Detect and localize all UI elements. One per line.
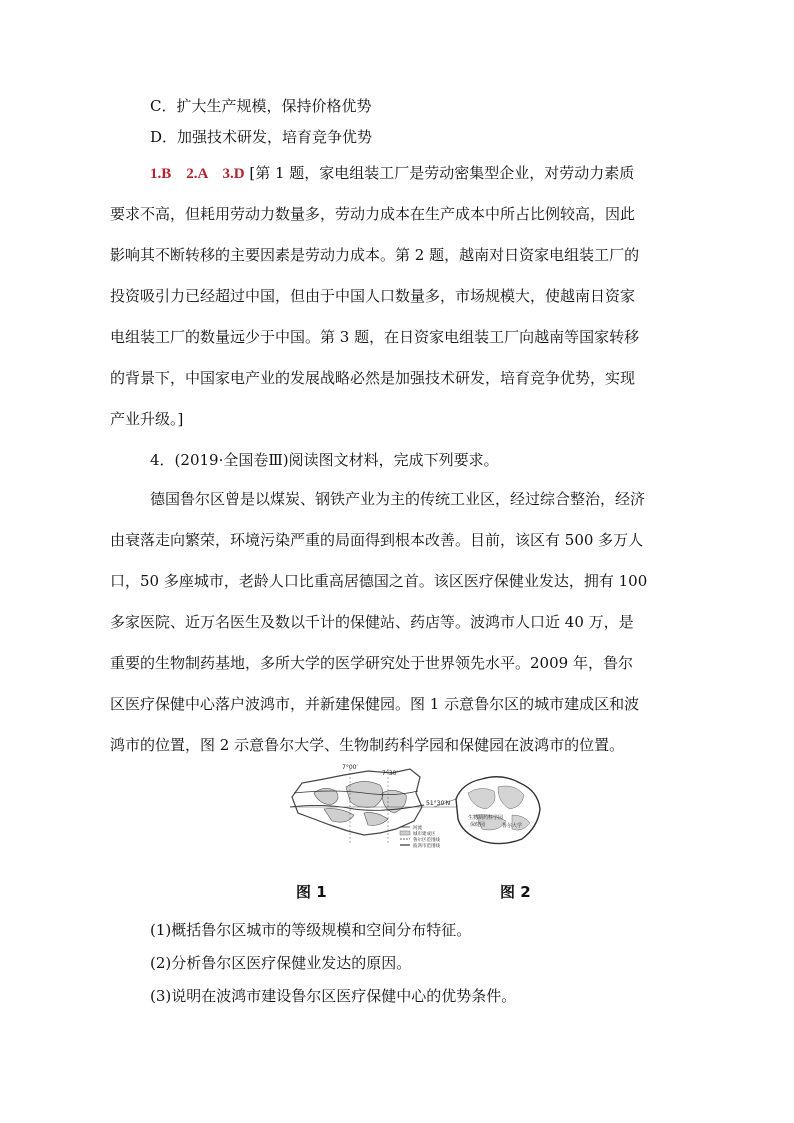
material-line-4: 多家医院、近万名医生及数以千计的保健站、药店等。波鸿市人口近 40 万，是 xyxy=(110,613,634,631)
label-lon-700: 7°00′ xyxy=(342,764,358,771)
map-legend xyxy=(400,824,440,849)
material-line-2: 由衰落走向繁荣，环境污染严重的局面得到根本改善。目前，该区有 500 多万人 xyxy=(110,531,644,549)
answer-line-2: 要求不高，但耗用劳动力数量多，劳动力成本在生产成本中所占比例较高，因此 xyxy=(110,205,636,223)
figure-2-map xyxy=(434,777,540,844)
task-1: (1)概括鲁尔区城市的等级规模和空间分布特征。 xyxy=(150,921,472,939)
figure-2-caption: 图 2 xyxy=(500,883,531,901)
legend-urban: 城市建成区 xyxy=(413,832,436,837)
figure-1-caption: 图 1 xyxy=(296,883,327,901)
answer-keys: 1.B 2.A 3.D xyxy=(150,166,245,182)
legend-river: 河流 xyxy=(413,826,422,831)
answer-line-7: 产业升级。] xyxy=(110,410,184,428)
figure-1-map xyxy=(290,764,456,849)
legend-ruhr: 鲁尔区范围线 xyxy=(413,838,440,843)
answer-text-1: [第 1 题，家电组装工厂是劳动密集型企业，对劳动力素质 xyxy=(249,164,635,182)
legend-bochum: 波鸿市范围线 xyxy=(413,844,440,849)
material-line-5: 重要的生物制药基地，多所大学的医学研究处于世界领先水平。2009 年，鲁尔 xyxy=(110,654,633,672)
question-intro: 4．(2019·全国卷Ⅲ)阅读图文材料，完成下列要求。 xyxy=(150,451,499,469)
answer-line-4: 投资吸引力已经超过中国，但由于中国人口数量多，市场规模大，使越南日资家 xyxy=(110,287,636,305)
answer-line-6: 的背景下，中国家电产业的发展战略必然是加强技术研发，培育竞争优势，实现 xyxy=(110,369,636,387)
answer-line-3: 影响其不断转移的主要因素是劳动力成本。第 2 题，越南对日资家电组装工厂的 xyxy=(110,246,640,264)
option-d: D．加强技术研发，培育竞争优势 xyxy=(150,128,373,146)
task-3: (3)说明在波鸿市建设鲁尔区医疗保健中心的优势条件。 xyxy=(150,987,517,1005)
answer-line-1 xyxy=(150,163,634,184)
label-lon-730: 7°30′ xyxy=(382,770,398,777)
ruhr-map-figure xyxy=(284,763,546,851)
material-line-6: 区医疗保健中心落户波鸿市，并新建保健园。图 1 示意鲁尔区的城市建成区和波 xyxy=(110,695,640,713)
material-line-7: 鸿市的位置，图 2 示意鲁尔大学、生物制药科学园和保健园在波鸿市的位置。 xyxy=(110,736,625,754)
label-health-park: 保健园 xyxy=(470,822,486,828)
task-2: (2)分析鲁尔区医疗保健业发达的原因。 xyxy=(150,954,412,972)
label-biotech-park: 生物制药科学园 xyxy=(468,815,504,821)
legend-urban-swatch xyxy=(400,831,410,835)
label-ruhr-university: 鲁尔大学 xyxy=(502,823,523,829)
material-line-1: 德国鲁尔区曾是以煤炭、钢铁产业为主的传统工业区，经过综合整治，经济 xyxy=(150,490,646,508)
label-lat-5130: 51°30′N xyxy=(426,800,451,807)
option-c: C．扩大生产规模，保持价格优势 xyxy=(150,97,372,115)
answer-line-5: 电组装工厂的数量远少于中国。第 3 题，在日资家电组装工厂向越南等国家转移 xyxy=(110,328,640,346)
material-line-3: 口，50 多座城市，老龄人口比重高居德国之首。该区医疗保健业发达，拥有 100 xyxy=(110,572,648,590)
